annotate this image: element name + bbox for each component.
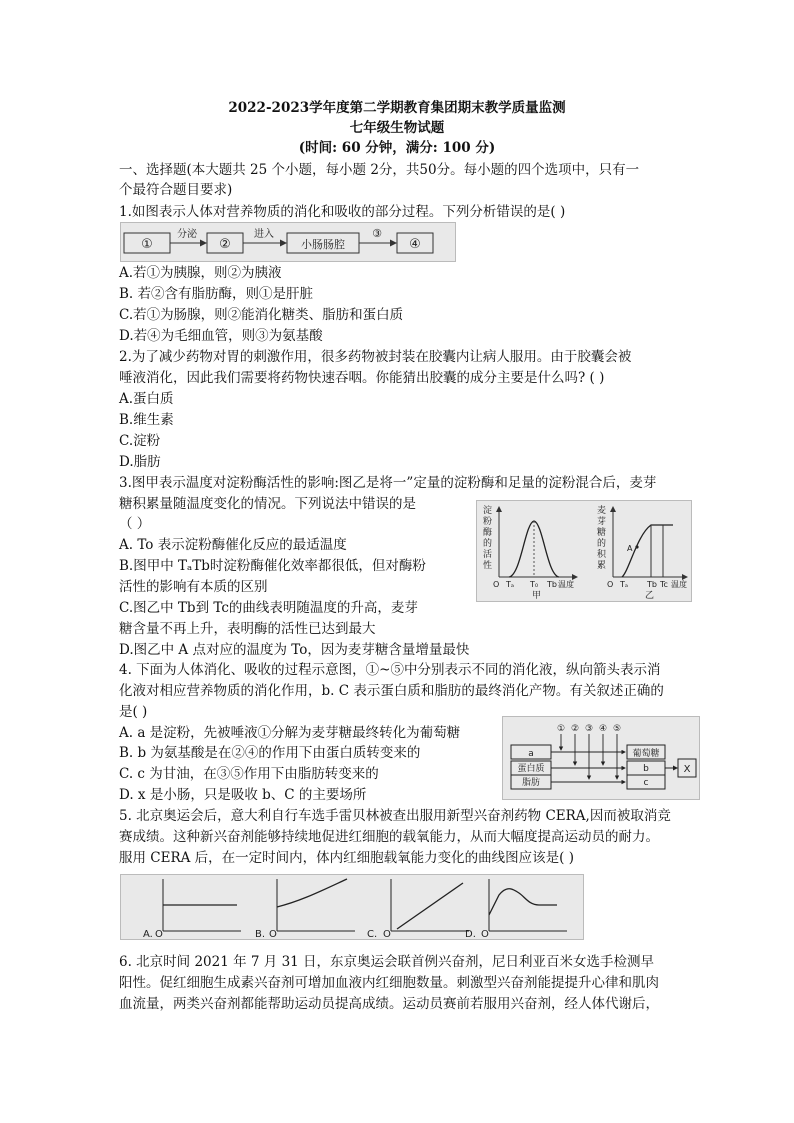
q3-option-c-line2: 糖含量不再上升，表明酶的活性已达到最大 xyxy=(119,621,376,637)
exam-time-score: (时间: 60 分钟，满分: 100 分) xyxy=(298,140,496,156)
q4-option-d: D. x 是小肠，只是吸收 b、C 的主要场所 xyxy=(119,787,367,803)
q3-option-a: A. To 表示淀粉酶催化反应的最适温度 xyxy=(119,537,347,553)
yi-ylabel-1: 麦 xyxy=(597,506,607,516)
jia-tick-tb: Tb xyxy=(547,580,557,589)
q2-option-d: D.脂肪 xyxy=(119,454,161,470)
jia-ylabel-3: 酶 xyxy=(483,528,493,538)
section-heading-line1: 一、选择题(本大题共 25 个小题，每小题 2分，共50分。每小题的四个选项中，只有一 xyxy=(119,162,640,178)
jia-ylabel-4: 的 xyxy=(483,539,493,549)
q1-box3: 小肠肠腔 xyxy=(301,238,345,251)
fluid-2: ② xyxy=(570,724,580,734)
q6-line2: 阳性。促红细胞生成素兴奋剂可增加血液内红细胞数量。刺激型兴奋剂能提提升心律和肌肉 xyxy=(119,975,659,991)
q1-arrow2-label: 进入 xyxy=(254,229,274,240)
q5-stem-line2: 赛成绩。这种新兴奋剂能够持续地促进红细胞的载氧能力，从而大幅度提高运动员的耐力。 xyxy=(119,829,659,845)
q5-origin-d: O xyxy=(481,929,489,939)
q4-option-c: C. c 为甘油，在③⑤作用下由脂肪转变来的 xyxy=(119,766,379,782)
yi-ylabel-3: 糖 xyxy=(597,528,607,538)
q2-option-a: A.蛋白质 xyxy=(119,391,174,407)
q3-option-d: D.图乙中 A 点对应的温度为 To，因为麦芽糖含量增量最快 xyxy=(119,642,470,658)
q5-label-d: D. xyxy=(465,929,476,939)
yi-tick-tb: Tb xyxy=(647,580,657,589)
exam-title: 2022-2023学年度第二学期教育集团期末教学质量监测 xyxy=(228,100,566,116)
fluid-1: ① xyxy=(556,724,566,734)
yi-ylabel-6: 累 xyxy=(597,561,607,571)
fluid-3: ③ xyxy=(584,724,594,734)
jia-tick-to: T₀ xyxy=(530,580,539,589)
q1-arrow3-label: ③ xyxy=(372,227,382,240)
q1-stem: 1.如图表示人体对营养物质的消化和吸收的部分过程。下列分析错误的是( ) xyxy=(119,204,566,220)
yi-ylabel-4: 的 xyxy=(597,539,607,549)
fluid-4: ④ xyxy=(598,724,608,734)
chart-yi xyxy=(597,504,687,601)
q5c-curve xyxy=(397,883,463,929)
q6-line1: 6. 北京时间 2021 年 7 月 31 日，东京奥运会联首例兴奋剂，尼日利亚百米女选手检测早 xyxy=(119,954,655,970)
q3-option-b-line2: 活性的影响有本质的区别 xyxy=(119,579,268,595)
q4-stem-line1: 4. 下面为人体消化、吸收的过程示意图，①~⑤中分别表示不同的消化液，纵向箭头表示消 xyxy=(119,662,661,678)
yi-ylabel-5: 积 xyxy=(597,550,607,560)
yi-tick-tc: Tc xyxy=(660,580,668,589)
section-heading-line2: 个最符合题目要求) xyxy=(119,182,233,198)
q4-stem-line3: 是( ) xyxy=(119,704,148,720)
q2-stem-line1: 2.为了减少药物对胃的刺激作用，很多药物被封装在胶囊内让病人服用。由于胶囊会被 xyxy=(119,349,632,365)
q5-stem-line1: 5. 北京奥运会后，意大利自行车选手雷贝林被查出服用新型兴奋剂药物 CERA,因而被取消竞 xyxy=(119,808,671,824)
q1-arrow1-label: 分泌 xyxy=(177,229,197,240)
q3-stem-line1: 3.图甲表示温度对淀粉酶活性的影响:图乙是将一”定量的淀粉酶和足量的淀粉混合后，麦芽 xyxy=(119,475,657,491)
q5d-curve xyxy=(489,889,557,915)
jia-origin: O xyxy=(493,580,500,589)
fluid-5: ⑤ xyxy=(612,724,622,734)
q6-line3: 血流量，两类兴奋剂都能帮助运动员提高成绩。运动员赛前若服用兴奋剂，经人体代谢后， xyxy=(119,996,659,1012)
q5-stem-line3: 服用 CERA 后，在一定时间内，体内红细胞载氧能力变化的曲线图应该是( ) xyxy=(119,850,575,866)
q3-answer-paren: （ ） xyxy=(119,516,151,532)
q1-flow-diagram xyxy=(120,222,456,262)
product-b: b xyxy=(643,764,649,774)
jia-tick-ta: Tₐ xyxy=(506,580,515,589)
q1-box2: ② xyxy=(219,237,231,252)
yi-origin: O xyxy=(607,580,614,589)
yi-ylabel-2: 芽 xyxy=(597,517,607,527)
yi-tick-ta: Tₐ xyxy=(620,580,629,589)
jia-ylabel-5: 活 xyxy=(483,550,493,560)
yi-caption: 乙 xyxy=(645,591,655,601)
jia-ylabel-6: 性 xyxy=(483,561,493,571)
q1-box4: ④ xyxy=(409,237,421,252)
q4-option-a: A. a 是淀粉，先被唾液①分解为麦芽糖最终转化为葡萄糖 xyxy=(119,725,461,741)
yi-xunit: 温度 xyxy=(671,580,687,589)
yi-point-a xyxy=(635,545,638,548)
q3-option-b-line1: B.图甲中 TₐTb时淀粉酶催化效率都很低，但对酶粉 xyxy=(119,558,426,574)
q3-stem-line2: 糖积累量随温度变化的情况。下列说法中错误的是 xyxy=(119,496,416,512)
q5-label-b: B. xyxy=(255,929,266,939)
nutrient-fat: 脂肪 xyxy=(521,778,541,788)
q4-option-b: B. b 为氨基酸是在②④的作用下由蛋白质转变来的 xyxy=(119,745,421,761)
q1-option-a: A.若①为胰腺，则②为胰液 xyxy=(119,265,282,281)
jia-ylabel-2: 粉 xyxy=(483,517,493,527)
q3-figure xyxy=(476,500,692,602)
organ-x: X xyxy=(683,764,691,775)
q5-label-a: A. xyxy=(143,929,153,939)
product-glucose: 葡萄糖 xyxy=(632,749,660,759)
chart-jia xyxy=(483,504,577,601)
q5-origin-b: O xyxy=(269,929,277,939)
q4-stem-line2: 化液对相应营养物质的消化作用，b. C 表示蛋白质和脂肪的最终消化产物。有关叙述正确的 xyxy=(119,683,664,699)
q2-option-c: C.淀粉 xyxy=(119,433,161,449)
q5-label-c: C. xyxy=(367,929,378,939)
q5b-curve xyxy=(277,879,347,907)
exam-subject: 七年级生物试题 xyxy=(349,120,445,136)
yi-point-label: A xyxy=(627,544,633,553)
q3-option-c-line1: C.图乙中 Tb到 Tc的曲线表明随温度的升高，麦芽 xyxy=(119,600,418,616)
jia-ylabel-1: 淀 xyxy=(483,506,493,516)
q4-digestion-diagram xyxy=(502,716,700,800)
q5-origin-c: O xyxy=(383,929,391,939)
product-c: c xyxy=(643,778,649,788)
q1-option-b: B. 若②含有脂肪酶，则①是肝脏 xyxy=(119,286,314,302)
q2-stem-line2: 唾液消化，因此我们需要将药物快速吞咽。你能猜出胶囊的成分主要是什么吗? ( ) xyxy=(119,370,605,386)
q5-origin-a: O xyxy=(155,929,163,939)
jia-xunit: 温度 xyxy=(558,580,574,589)
q5-curve-options xyxy=(120,874,584,940)
jia-caption: 甲 xyxy=(532,591,542,601)
q2-option-b: B.维生素 xyxy=(119,412,174,428)
nutrient-protein: 蛋白质 xyxy=(517,764,545,774)
q1-box1: ① xyxy=(141,237,153,252)
nutrient-a: a xyxy=(528,749,534,759)
q1-option-d: D.若④为毛细血管，则③为氨基酸 xyxy=(119,328,323,344)
q1-option-c: C.若①为肠腺，则②能消化糖类、脂肪和蛋白质 xyxy=(119,307,404,323)
